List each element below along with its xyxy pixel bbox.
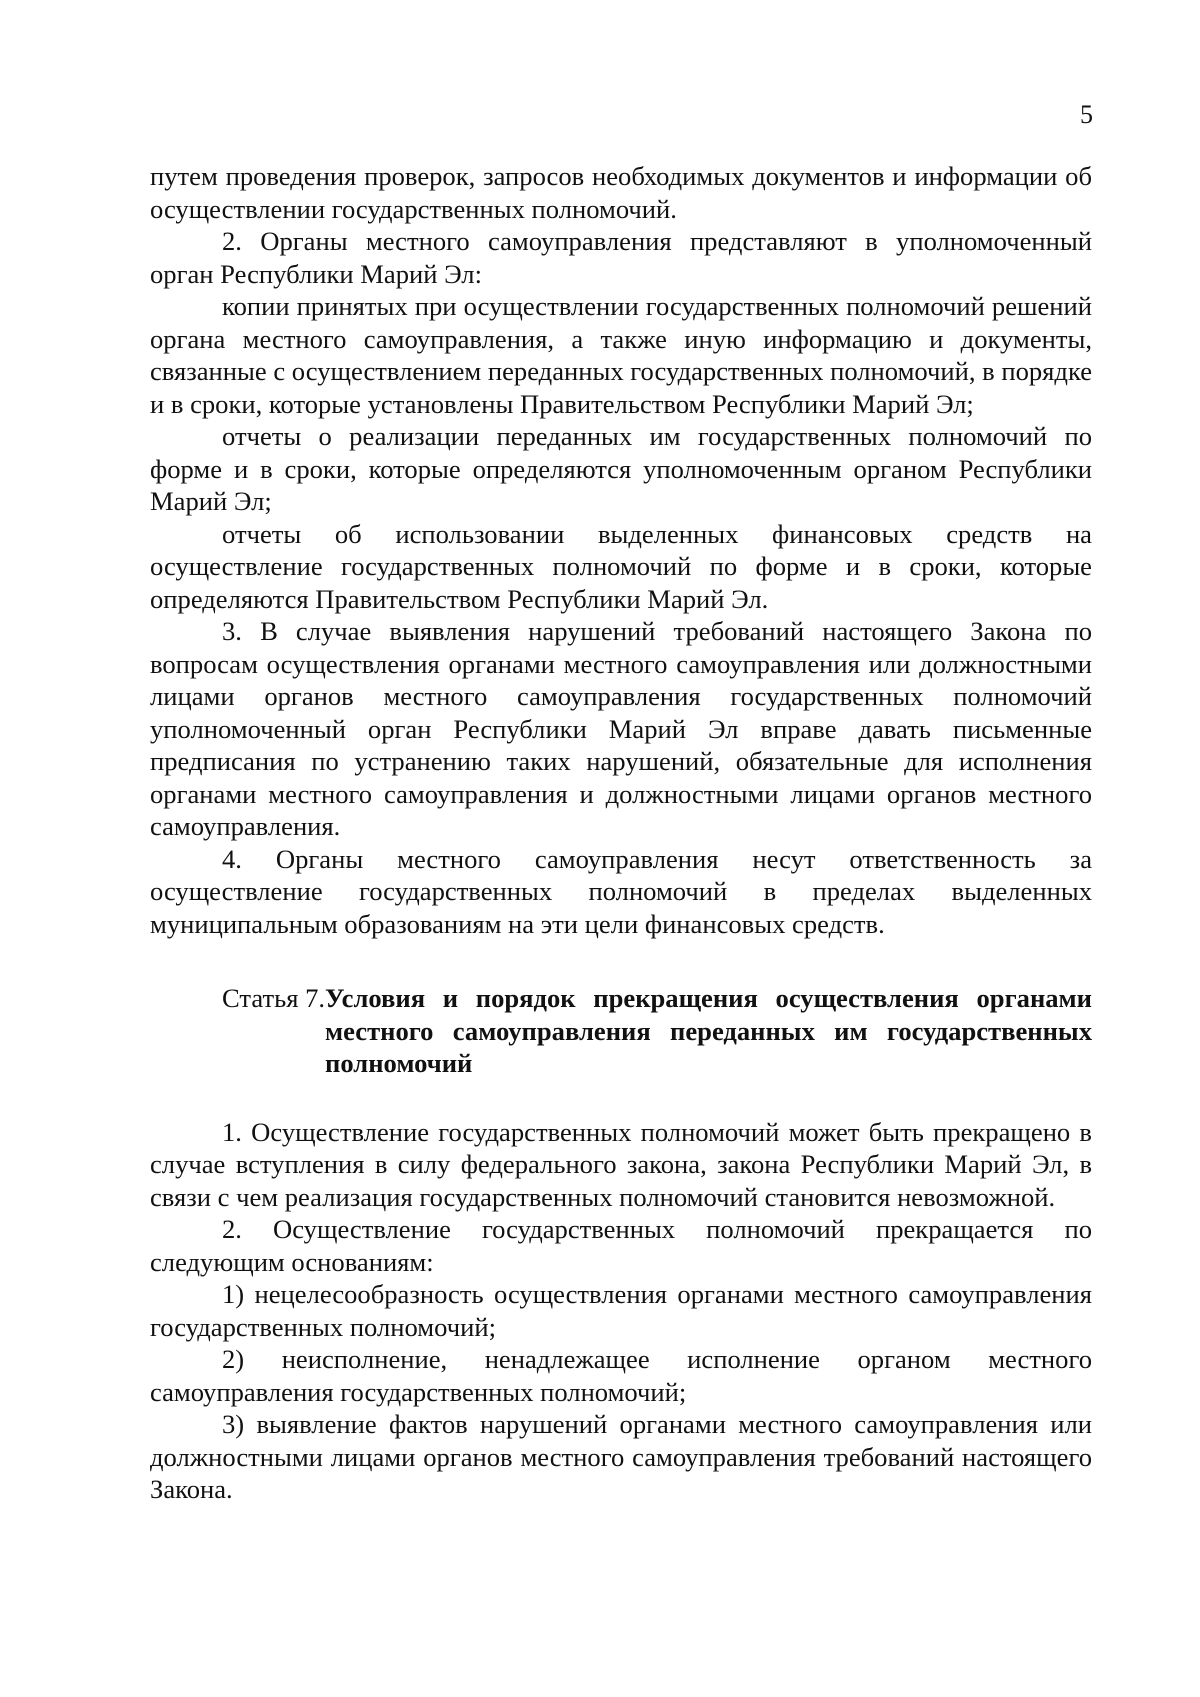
paragraph: 2. Органы местного самоуправления представляют в уполномоченный орган Республики Марий Эл: bbox=[150, 226, 1092, 289]
paragraph: 4. Органы местного самоуправления несут ответственность за осуществление государственных полномочий в пределах выделенных муниципальным образованиям на эти цели финансовых средств. bbox=[150, 843, 1092, 939]
paragraph: 3. В случае выявления нарушений требований настоящего Закона по вопросам осуществления органами местного самоуправления или должностными лицами органов местного самоуправления государственных полномочий уполномоченный орган Республики Марий Эл вправе давать письменные предписания по устранению таких нарушений, обязательные для исполнения органами местного самоуправления и должностными лицами органов местного самоуправления. bbox=[150, 616, 1092, 841]
article-heading bbox=[150, 982, 1092, 1080]
paragraph: 1) нецелесообразность осуществления органами местного самоуправления государственных полномочий; bbox=[150, 1279, 1092, 1342]
paragraphs-before-article bbox=[150, 160, 1092, 940]
paragraph: отчеты об использовании выделенных финансовых средств на осуществление государственных полномочий по форме и в сроки, которые определяются Правительством Республики Марий Эл. bbox=[150, 518, 1092, 614]
article-label: Статья 7. bbox=[222, 983, 326, 1013]
paragraphs-after-article bbox=[150, 1116, 1092, 1506]
page-number: 5 bbox=[1080, 100, 1093, 129]
paragraph: копии принятых при осуществлении государственных полномочий решений органа местного самоуправления, а также иную информацию и документы, связанные с осуществлением переданных государственных полномочий, в порядке и в сроки, которые установлены Правительством Республики Марий Эл; bbox=[150, 291, 1092, 419]
paragraph: 1. Осуществление государственных полномочий может быть прекращено в случае вступления в силу федерального закона, закона Республики Марий Эл, в связи с чем реализация государственных полномочий становится невозможной. bbox=[150, 1116, 1092, 1212]
document-body bbox=[150, 160, 1092, 1506]
paragraph: 2) неисполнение, ненадлежащее исполнение органом местного самоуправления государственных полномочий; bbox=[150, 1344, 1092, 1407]
paragraph: путем проведения проверок, запросов необходимых документов и информации об осуществлении государственных полномочий. bbox=[150, 161, 1092, 224]
paragraph: отчеты о реализации переданных им государственных полномочий по форме и в сроки, которые определяются уполномоченным органом Республики Марий Эл; bbox=[150, 421, 1092, 516]
article-title: Условия и порядок прекращения осуществления органами местного самоуправления переданных им государственных полномочий bbox=[325, 983, 1092, 1078]
paragraph: 2. Осуществление государственных полномочий прекращается по следующим основаниям: bbox=[150, 1214, 1092, 1277]
paragraph: 3) выявление фактов нарушений органами местного самоуправления или должностными лицами органов местного самоуправления требований настоящего Закона. bbox=[150, 1409, 1092, 1504]
